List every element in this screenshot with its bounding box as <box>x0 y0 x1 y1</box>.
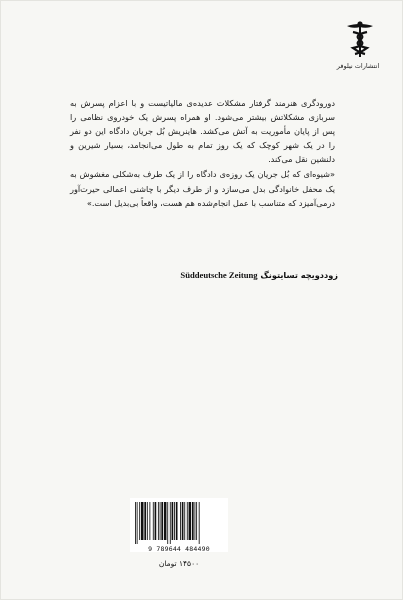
quote-source <box>78 270 338 280</box>
blurb-text <box>70 96 335 210</box>
barcode-icon <box>133 502 225 546</box>
publisher-name: انتشارات نیلوفر <box>336 62 380 70</box>
price-label: ۱۴۵۰۰ تومان <box>158 559 200 568</box>
barcode-area <box>130 498 228 570</box>
source-persian: زوددویچه تسایتونگ <box>260 270 338 280</box>
blurb-paragraph: دورودگری هنرمند گرفتار مشکلات عدیده‌ی مالیاتیست و با اعزام پسرش به سربازی مشکلاتش بیشتر می‌شود. او همراه پسرش یک خودروی نظامی را پس از پایان مأموریت به آتش می‌کشد. هاینریش بُل جریان دادگاه این دو نفر را در یک شهر کوچک که یک روز تمام به طول می‌انجامد، بسیار شیرین و دلنشین نقل می‌کند. <box>70 98 335 165</box>
isbn-number: 9 789644 484490 <box>148 545 210 553</box>
review-quote: «شیوه‌ای که بُل جریان یک روزه‌ی دادگاه را از یک طرف به‌شکلی مغشوش به یک محفل خانوادگی بدل می‌سازد و از طرف دیگر با چاشنی اعمالی حیرت‌آور درمی‌آمیزد که متناسب با عمل انجام‌شده هم هست، واقعاً بی‌بدیل است.» <box>70 169 335 208</box>
source-latin: Süddeutsche Zeitung <box>180 270 258 280</box>
caduceus-icon <box>343 20 377 58</box>
